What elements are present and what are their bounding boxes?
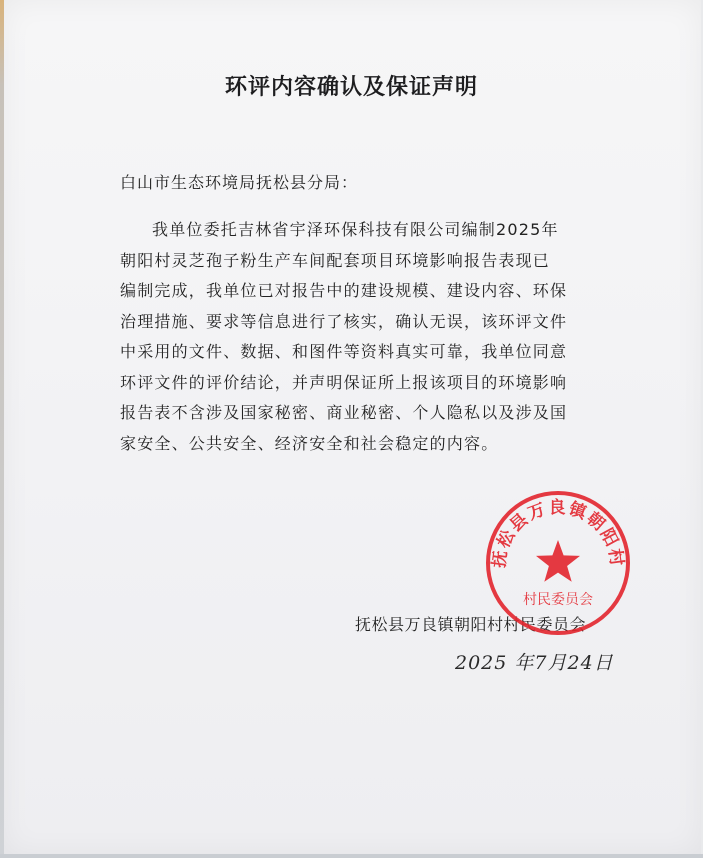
signature-date: 2025 年7月24日: [455, 652, 614, 674]
official-seal: [483, 488, 633, 638]
page-edge-bottom: [0, 854, 703, 858]
seal-bottom-text: 村民委员会: [523, 592, 593, 608]
addressee-line: 白山市生态环境局抚松县分局：: [120, 173, 359, 192]
seal-arc-text: 抚松县万良镇朝阳村: [489, 498, 627, 570]
body-line: 治理措施、要求等信息进行了核实，确认无误，该环评文件: [120, 311, 568, 331]
seal-star-icon: [536, 540, 580, 582]
document-title: 环评内容确认及保证声明: [224, 75, 478, 100]
body-line: 家安全、公共安全、经济安全和社会稳定的内容。: [120, 433, 499, 453]
body-line: 朝阳村灵芝孢子粉生产车间配套项目环境影响报告表现已: [120, 250, 551, 270]
body-line: 我单位委托吉林省宇泽环保科技有限公司编制2025年: [152, 220, 559, 239]
body-line: 中采用的文件、数据、和图件等资料真实可靠，我单位同意: [120, 342, 568, 361]
body-line: 编制完成，我单位已对报告中的建设规模、建设内容、环保: [120, 281, 568, 300]
statement-body: [120, 215, 615, 459]
body-line: 报告表不含涉及国家秘密、商业秘密、个人隐私以及涉及国: [120, 403, 568, 422]
body-line: 环评文件的评价结论，并声明保证所上报该项目的环境影响: [120, 372, 568, 392]
signatory-name: 抚松县万良镇朝阳村村民委员会: [355, 615, 587, 634]
